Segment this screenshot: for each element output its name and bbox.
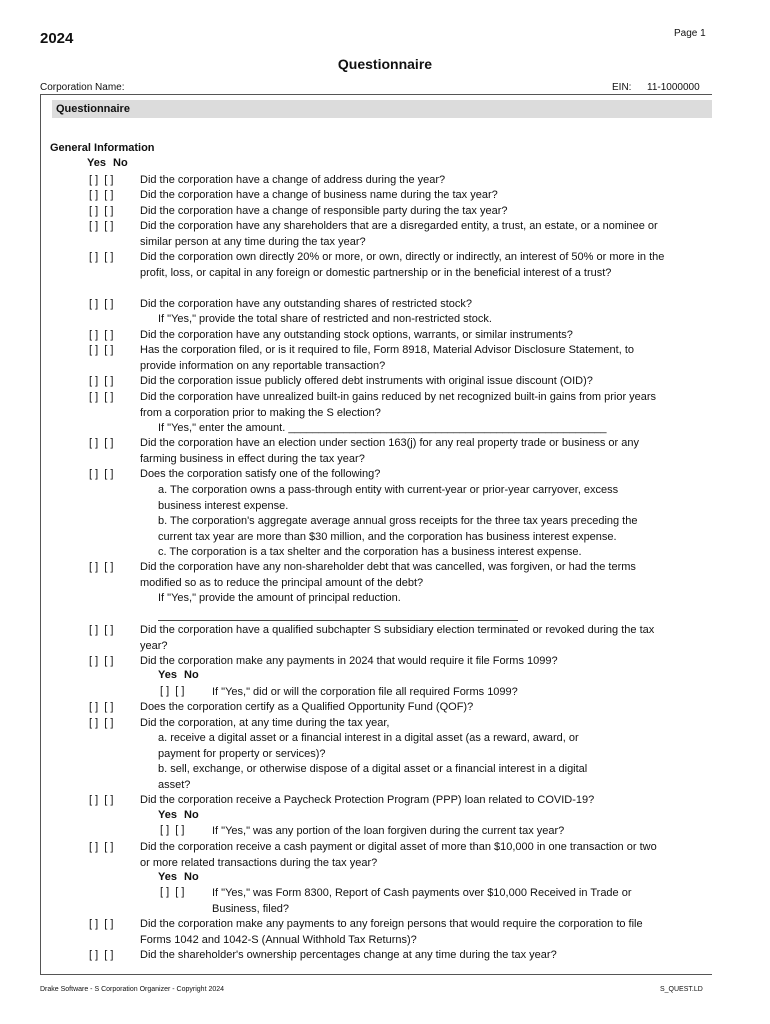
yes-no-checkboxes[interactable]: [ ] [ ] [89, 717, 114, 729]
general-information-heading: General Information [50, 142, 155, 154]
yes-no-checkboxes[interactable]: [ ] [ ] [160, 685, 185, 697]
question-text: Did the corporation make any payments in 2024 that would require it file Forms 1099? [140, 655, 558, 667]
yes-no-checkboxes[interactable]: [ ] [ ] [160, 824, 185, 836]
page-number: Page 1 [674, 28, 706, 39]
principal-reduction-input-line[interactable] [158, 620, 518, 621]
yes-no-header: Yes No [87, 157, 128, 169]
question-text: Did the corporation, at any time during the tax year, [140, 717, 390, 729]
yes-no-checkboxes[interactable]: [ ] [ ] [89, 205, 114, 217]
footer-copyright: Drake Software - S Corporation Organizer - Copyright 2024 [40, 986, 225, 993]
yes-no-header: Yes No [158, 809, 199, 821]
yes-no-checkboxes[interactable]: [ ] [ ] [89, 561, 114, 573]
yes-no-checkboxes[interactable]: [ ] [ ] [89, 375, 114, 387]
corporation-name-label: Corporation Name: [40, 82, 125, 93]
yes-no-header: Yes No [158, 669, 199, 681]
follow-up-text: If "Yes," was Form 8300, Report of Cash payments over $10,000 Received in Trade or Business, filed? [212, 887, 632, 915]
ein-value: 11-1000000 [647, 82, 700, 93]
question-text: Did the corporation own directly 20% or more, or own, directly or indirectly, an interest of 50% or more in the profit, loss, or capital in any foreign or domestic partnership or in the beneficial interest of a trust? [140, 251, 665, 279]
question-text: Did the corporation make any payments to any foreign persons that would require the corporation to file Forms 1042 and 1042-S (Annual Withhold Tax Returns)? [140, 918, 643, 946]
yes-no-checkboxes[interactable]: [ ] [ ] [89, 794, 114, 806]
question-text: Did the corporation have an election under section 163(j) for any real property trade or business or any farming business in effect during the tax year? [140, 437, 639, 465]
follow-up-text: If "Yes," was any portion of the loan forgiven during the current tax year? [212, 825, 565, 837]
yes-no-checkboxes[interactable]: [ ] [ ] [89, 251, 114, 263]
yes-no-checkboxes[interactable]: [ ] [ ] [89, 918, 114, 930]
left-border [40, 94, 41, 974]
option-b: b. The corporation's aggregate average annual gross receipts for the three tax years preceding the current tax year are more than $30 million, and the corporation has business interest expense. [158, 515, 638, 543]
question-text: Did the corporation issue publicly offered debt instruments with original issue discount (OID)? [140, 375, 593, 387]
amount-input-line[interactable]: If "Yes," enter the amount. ____________________________________________________ [158, 422, 607, 434]
question-text: Did the corporation receive a cash payment or digital asset of more than $10,000 in one transaction or two or more related transactions during the tax year? [140, 841, 657, 869]
yes-no-checkboxes[interactable]: [ ] [ ] [89, 655, 114, 667]
yes-no-checkboxes[interactable]: [ ] [ ] [89, 624, 114, 636]
yes-no-checkboxes[interactable]: [ ] [ ] [89, 174, 114, 186]
yes-no-checkboxes[interactable]: [ ] [ ] [89, 391, 114, 403]
yes-no-checkboxes[interactable]: [ ] [ ] [89, 949, 114, 961]
yes-no-checkboxes[interactable]: [ ] [ ] [89, 329, 114, 341]
section-title: Questionnaire [56, 103, 130, 115]
yes-no-checkboxes[interactable]: [ ] [ ] [160, 886, 185, 898]
question-text: Does the corporation satisfy one of the following? [140, 468, 381, 480]
page-title: Questionnaire [337, 56, 433, 72]
yes-no-checkboxes[interactable]: [ ] [ ] [89, 468, 114, 480]
follow-up-text: If "Yes," did or will the corporation file all required Forms 1099? [212, 686, 518, 698]
ein-label: EIN: [612, 82, 632, 93]
option-c: c. The corporation is a tax shelter and the corporation has a business interest expense. [158, 546, 582, 558]
option-a: a. The corporation owns a pass-through entity with current-year or prior-year carryover, excess business interest expense. [158, 484, 619, 512]
question-text: Did the corporation receive a Paycheck Protection Program (PPP) loan related to COVID-19? [140, 794, 595, 806]
header-divider [40, 94, 712, 95]
yes-no-checkboxes[interactable]: [ ] [ ] [89, 189, 114, 201]
bottom-border [40, 974, 712, 975]
question-text: Did the corporation have a change of business name during the tax year? [140, 189, 498, 201]
question-text: Does the corporation certify as a Qualified Opportunity Fund (QOF)? [140, 701, 474, 713]
yes-no-checkboxes[interactable]: [ ] [ ] [89, 220, 114, 232]
question-text: Did the corporation have any non-shareholder debt that was cancelled, was forgiven, or had the terms modified so as to reduce the principal amount of the debt? [140, 561, 636, 589]
question-text: Did the corporation have a qualified subchapter S subsidiary election terminated or revoked during the tax year? [140, 624, 655, 652]
question-text: Did the corporation have a change of responsible party during the tax year? [140, 205, 508, 217]
question-text: Did the corporation have unrealized built-in gains reduced by net recognized built-in gains from prior years from a corporation prior to making the S election? [140, 391, 657, 419]
form-year: 2024 [40, 30, 74, 47]
question-text: Did the corporation have a change of address during the year? [140, 174, 446, 186]
question-text: Did the corporation have any outstanding stock options, warrants, or similar instruments? [140, 329, 573, 341]
question-text: Did the shareholder's ownership percentages change at any time during the tax year? [140, 949, 557, 961]
section-bar [52, 100, 712, 118]
yes-no-checkboxes[interactable]: [ ] [ ] [89, 344, 114, 356]
footer-form-code: S_QUEST.LD [660, 986, 703, 993]
question-text: Has the corporation filed, or is it required to file, Form 8918, Material Advisor Disclosure Statement, to provide information on any reportable transaction? [140, 344, 634, 372]
follow-up-text: If "Yes," provide the amount of principal reduction. [158, 592, 401, 604]
option-a: a. receive a digital asset or a financial interest in a digital asset (as a reward, award, or payment for property or services)? [158, 732, 579, 760]
yes-no-checkboxes[interactable]: [ ] [ ] [89, 437, 114, 449]
yes-no-checkboxes[interactable]: [ ] [ ] [89, 841, 114, 853]
follow-up-text: If "Yes," provide the total share of restricted and non-restricted stock. [158, 313, 492, 325]
yes-no-checkboxes[interactable]: [ ] [ ] [89, 701, 114, 713]
question-text: Did the corporation have any shareholders that are a disregarded entity, a trust, an estate, or a nominee or similar person at any time during the tax year? [140, 220, 658, 248]
question-text: Did the corporation have any outstanding shares of restricted stock? [140, 298, 473, 310]
yes-no-checkboxes[interactable]: [ ] [ ] [89, 298, 114, 310]
yes-no-header: Yes No [158, 871, 199, 883]
option-b: b. sell, exchange, or otherwise dispose of a digital asset or a financial interest in a digital asset? [158, 763, 588, 791]
